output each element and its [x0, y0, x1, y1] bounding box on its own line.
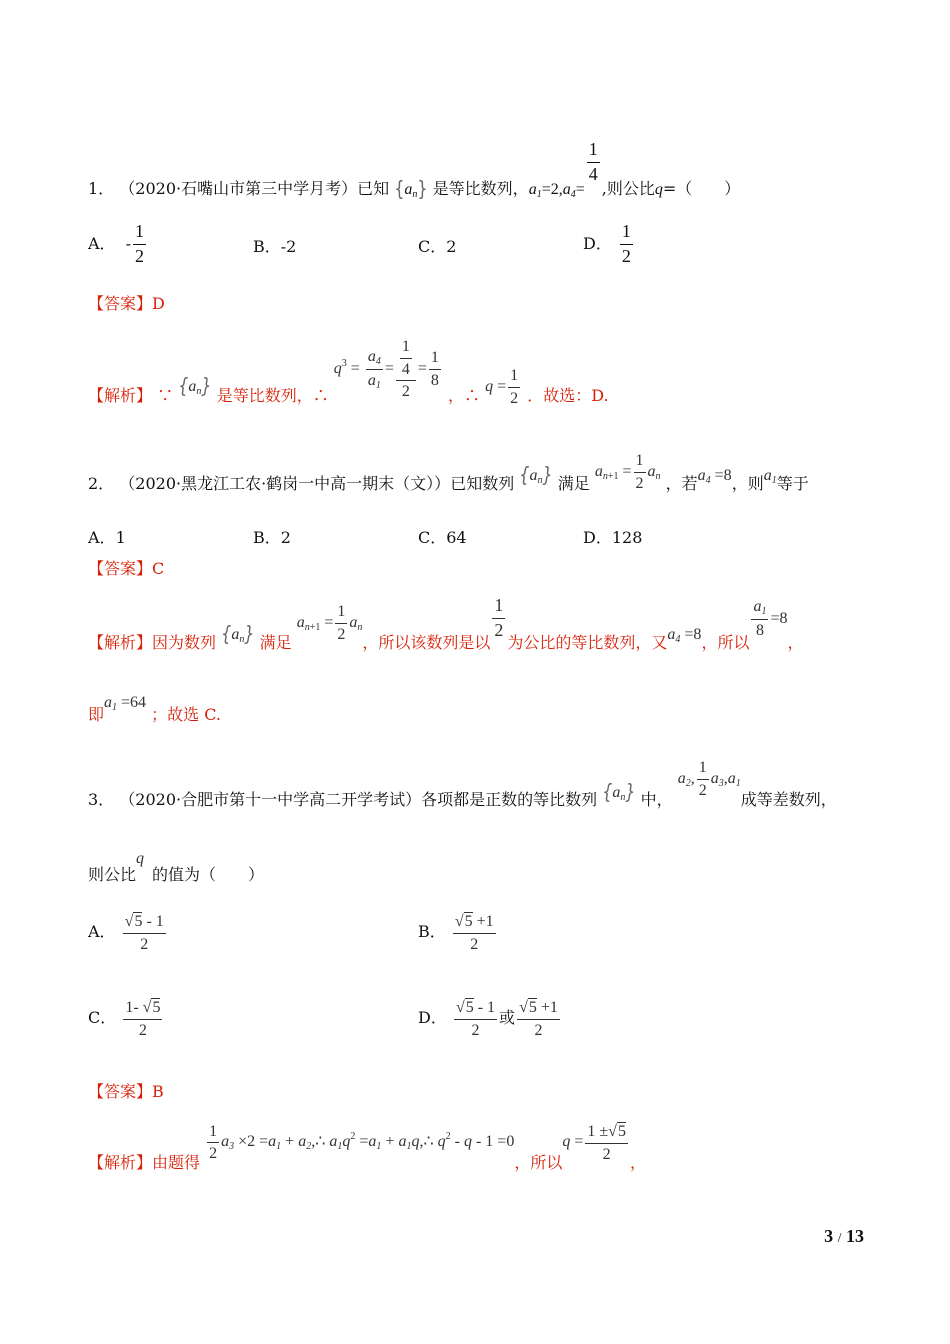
q2-option-a: A．1: [88, 528, 126, 547]
q1-answer: 【答案】D: [88, 294, 165, 313]
q1-given: $a_1=2,a_4=$: [528, 180, 585, 200]
q1-source: （2020·石嘴山市第三中学月考）: [119, 178, 358, 198]
q3-option-b: B． $\frac{√5 +1}{2}$: [418, 913, 494, 953]
q3-stem: 3． （2020·合肥市第十一中学高二开学考试）各项都是正数的等比数列 $\{a_n\}$ 中， $a_2$, $\frac{1}{2}$ $a_3,a_1$成等差数列，: [88, 759, 837, 809]
q3-answer: 【答案】B: [88, 1082, 164, 1101]
q2-option-d: D．128: [583, 528, 643, 547]
q2-analysis: 【解析】因为数列 $\{a_n\}$ 满足 $a_{n+1}$ = $\frac{1}{2}$ $a_n$，所以该数列是以 $\frac{1}{2}$ 为公比的等比数列，又$a_4 =8$，所以 $\frac{a_1}{8}$ =8，: [88, 595, 804, 652]
q3-option-a: A． $\frac{√5 - 1}{2}$: [88, 913, 164, 953]
q1-ask-var: q: [654, 180, 663, 198]
q3-stem-cont: 则公比q的值为（ ）: [88, 850, 265, 884]
q3-option-d: D． $\frac{√5 - 1}{2}$ 或 $\frac{√5 +1}{2}$: [418, 999, 558, 1039]
q3-option-c: C． $\frac{1- √5}{2}$: [88, 999, 161, 1039]
left-brace-icon: {: [394, 175, 405, 201]
q1-analysis: 【解析】 ∵ $\{a_n\}$ 是等比数列，∴ $q^3$ = $\frac{a_4}{a_1}$ = $\frac{\frac{1}{4}}{2}$ = $\frac{1}{8}$ ，∴ q = $\frac{1}{2}$ ．故选：D.: [88, 338, 609, 407]
q1-text-a: 已知: [357, 178, 390, 198]
q1-stem: 1． （2020·石嘴山市第三中学月考）已知 $\{a_n\}$ 是等比数列，$a_1=2,a_4=$ $\frac{1}{4}$ ,则公比q=（ ）: [88, 139, 741, 201]
right-brace-icon: }: [417, 175, 428, 201]
q1-text-b: 是等比数列，: [432, 178, 529, 198]
q1-number: 1．: [88, 178, 115, 198]
q1-ask-end: =（ ）: [662, 178, 741, 198]
q2-stem: 2． （2020·黑龙江工农·鹤岗一中高一期末（文））已知数列 $\{a_n\}$ 满足 $a_{n+1}$ = $\frac{1}{2}$ $a_n$ ，若$a_4 =8$，则$a_1$等于: [88, 452, 809, 493]
q2-answer: 【答案】C: [88, 559, 165, 578]
q1-option-a: A． - $\frac{1}{2}$: [88, 221, 144, 266]
q1-option-d: D． $\frac{1}{2}$: [583, 221, 631, 266]
page-number: 3 / 13: [824, 1226, 864, 1246]
q1-given-frac: $\frac{1}{4}$: [588, 139, 598, 184]
q2-analysis-cont: 即$a_1 =64$ ；故选 C.: [88, 694, 221, 724]
q2-option-c: C．64: [418, 528, 467, 547]
q1-option-c: C．2: [418, 237, 457, 256]
q2-option-b: B．2: [253, 528, 291, 547]
q1-option-b: B．-2: [253, 237, 297, 256]
q1-ask: ,则公比: [601, 178, 655, 198]
q3-analysis: 【解析】由题得 $\frac{1}{2}$ $a_3 \times 2 =a_1$ + $a_2,\therefore$ $a_1q^2 =a_1$ + $a_1q,\therefore$ $q^2 - q - 1 =0$，所以q = $\frac{1 \pm√5}{2}$ ，: [88, 1122, 646, 1173]
